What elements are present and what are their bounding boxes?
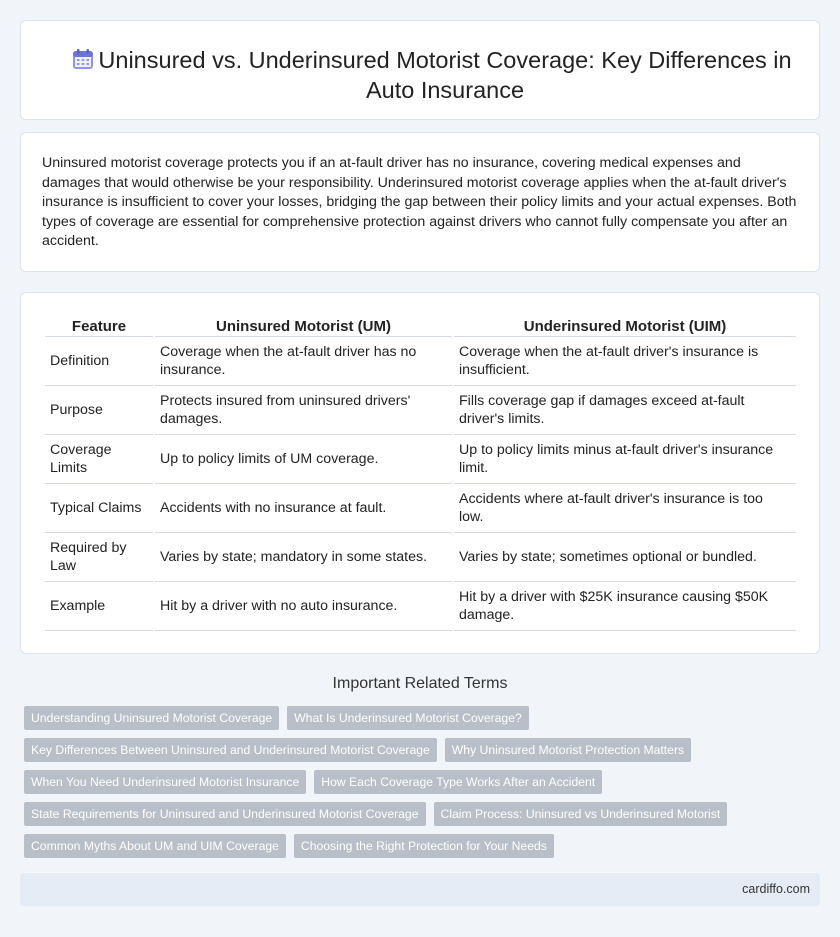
row-um: Coverage when the at-fault driver has no insurance. bbox=[155, 337, 452, 386]
table-header-row bbox=[45, 315, 796, 337]
row-feature: Definition bbox=[45, 337, 153, 386]
related-term-link[interactable]: Understanding Uninsured Motorist Coverage bbox=[24, 706, 279, 730]
table-row bbox=[45, 337, 796, 386]
row-uim: Coverage when the at-fault driver's insurance is insufficient. bbox=[454, 337, 796, 386]
tag-row bbox=[24, 770, 784, 794]
row-uim: Varies by state; sometimes optional or bundled. bbox=[454, 533, 796, 582]
row-uim: Accidents where at-fault driver's insurance is too low. bbox=[454, 484, 796, 533]
row-um: Protects insured from uninsured drivers' damages. bbox=[155, 386, 452, 435]
row-um: Up to policy limits of UM coverage. bbox=[155, 435, 452, 484]
header-feature: Feature bbox=[45, 315, 153, 337]
related-term-link[interactable]: Key Differences Between Uninsured and Underinsured Motorist Coverage bbox=[24, 738, 437, 762]
row-um: Hit by a driver with no auto insurance. bbox=[155, 582, 452, 631]
row-feature: Example bbox=[45, 582, 153, 631]
table-row bbox=[45, 582, 796, 631]
table-row bbox=[45, 435, 796, 484]
related-terms-list bbox=[24, 706, 784, 866]
related-terms-title: Important Related Terms bbox=[332, 675, 508, 692]
row-feature: Purpose bbox=[45, 386, 153, 435]
row-feature: Typical Claims bbox=[45, 484, 153, 533]
table-row bbox=[45, 386, 796, 435]
row-um: Accidents with no insurance at fault. bbox=[155, 484, 452, 533]
related-term-link[interactable]: When You Need Underinsured Motorist Insurance bbox=[24, 770, 306, 794]
header-uim: Underinsured Motorist (UIM) bbox=[454, 315, 796, 337]
intro-card bbox=[20, 132, 820, 272]
tag-row bbox=[24, 802, 784, 826]
row-feature: Coverage Limits bbox=[45, 435, 153, 484]
related-term-link[interactable]: Choosing the Right Protection for Your Needs bbox=[294, 834, 554, 858]
header-card bbox=[20, 20, 820, 120]
tag-row bbox=[24, 834, 784, 858]
table-row bbox=[45, 484, 796, 533]
related-term-link[interactable]: How Each Coverage Type Works After an Accident bbox=[314, 770, 602, 794]
tag-row bbox=[24, 738, 784, 762]
related-term-link[interactable]: Common Myths About UM and UIM Coverage bbox=[24, 834, 286, 858]
row-feature: Required by Law bbox=[45, 533, 153, 582]
intro-text: Uninsured motorist coverage protects you if an at-fault driver has no insurance, covering medical expenses and damages that would otherwise be your responsibility. Underinsured motorist coverage applies when the at-fault driver's insurance is insufficient to cover your losses, bridging the gap between their policy limits and your actual expenses. Both types of coverage are essential for comprehensive protection against drivers who cannot fully compensate you after an accident. bbox=[42, 155, 797, 249]
row-uim: Fills coverage gap if damages exceed at-fault driver's limits. bbox=[454, 386, 796, 435]
header-um: Uninsured Motorist (UM) bbox=[155, 315, 452, 337]
comparison-table bbox=[43, 315, 798, 631]
related-term-link[interactable]: State Requirements for Uninsured and Underinsured Motorist Coverage bbox=[24, 802, 426, 826]
related-term-link[interactable]: Claim Process: Uninsured vs Underinsured Motorist bbox=[434, 802, 728, 826]
row-uim: Up to policy limits minus at-fault driver's insurance limit. bbox=[454, 435, 796, 484]
footer-site-name: cardiffo.com bbox=[742, 882, 810, 896]
footer bbox=[20, 873, 820, 906]
related-term-link[interactable]: What Is Underinsured Motorist Coverage? bbox=[287, 706, 529, 730]
table-row bbox=[45, 533, 796, 582]
related-term-link[interactable]: Why Uninsured Motorist Protection Matters bbox=[445, 738, 691, 762]
page-title: Uninsured vs. Underinsured Motorist Coverage: Key Differences in Auto Insurance bbox=[98, 47, 792, 103]
tag-row bbox=[24, 706, 784, 730]
comparison-table-card bbox=[20, 292, 820, 654]
row-um: Varies by state; mandatory in some states. bbox=[155, 533, 452, 582]
row-uim: Hit by a driver with $25K insurance causing $50K damage. bbox=[454, 582, 796, 631]
